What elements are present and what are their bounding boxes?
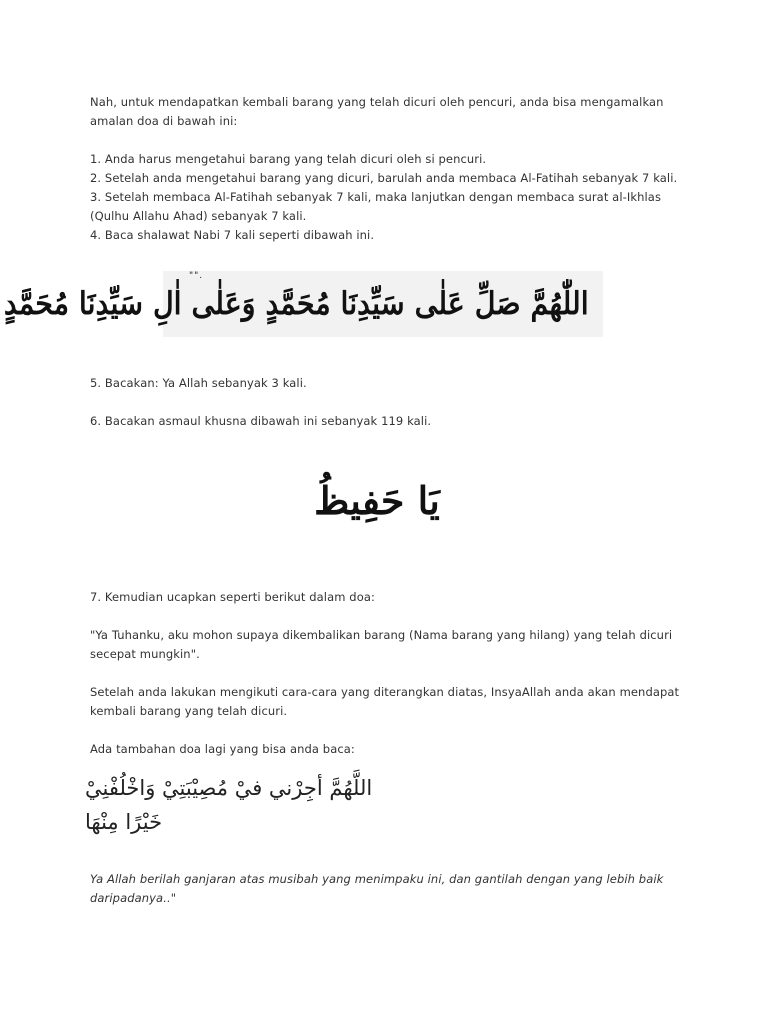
step-4: 4. Baca shalawat Nabi 7 kali seperti dibawah ini. [90,228,375,242]
step-6: 6. Bacakan asmaul khusna dibawah ini sebanyak 119 kali. [90,414,432,428]
article-body [4,93,680,908]
arabic-doa-text: اللَّهُمَّ أجِرْني فيْ مُصِيْبَتِيْ وَاخْلُفْنِيْ خَيْرًا مِنْهَا [85,776,373,834]
result-paragraph: Setelah anda lakukan mengikuti cara-cara yang diterangkan diatas, InsyaAllah anda akan mendapat kembali barang yang telah dicuri. [90,685,680,718]
step-3: 3. Setelah membaca Al-Fatihah sebanyak 7 kali, maka lanjutkan dengan membaca surat al-Ikhlas (Qulhu Allahu Ahad) sebanyak 7 kali. [90,190,662,223]
shalawat-arabic-text: اللّٰهُمَّ صَلِّ عَلٰى سَيِّدِنَا مُحَمَّدٍ وَعَلٰى اٰلِ سَيِّدِنَا مُحَمَّدٍ [4,286,589,322]
step-7: 7. Kemudian ucapkan seperti berikut dalam doa: [90,590,375,604]
ya-hafiz-arabic-text: يَا حَفِيظُ [314,478,440,523]
asmaul-husna-calligraphy-image [312,457,442,545]
shalawat-mark: "". [189,271,204,281]
extra-doa-intro: Ada tambahan doa lagi yang bisa anda baca: [90,742,355,756]
step-1: 1. Anda harus mengetahui barang yang telah dicuri oleh si pencuri. [90,152,487,166]
steps-list [90,150,680,245]
prayer-quote: "Ya Tuhanku, aku mohon supaya dikembalikan barang (Nama barang yang hilang) yang telah dicuri secepat mungkin". [90,628,673,661]
step-5: 5. Bacakan: Ya Allah sebanyak 3 kali. [90,376,307,390]
shalawat-calligraphy-image [4,271,603,337]
doa-translation: Ya Allah berilah ganjaran atas musibah yang menimpaku ini, dan gantilah dengan yang lebih baik daripadanya.." [90,872,664,905]
intro-paragraph: Nah, untuk mendapatkan kembali barang yang telah dicuri oleh pencuri, anda bisa mengamalkan amalan doa di bawah ini: [90,95,664,128]
step-2: 2. Setelah anda mengetahui barang yang dicuri, barulah anda membaca Al-Fatihah sebanyak 7 kali. [90,171,678,185]
